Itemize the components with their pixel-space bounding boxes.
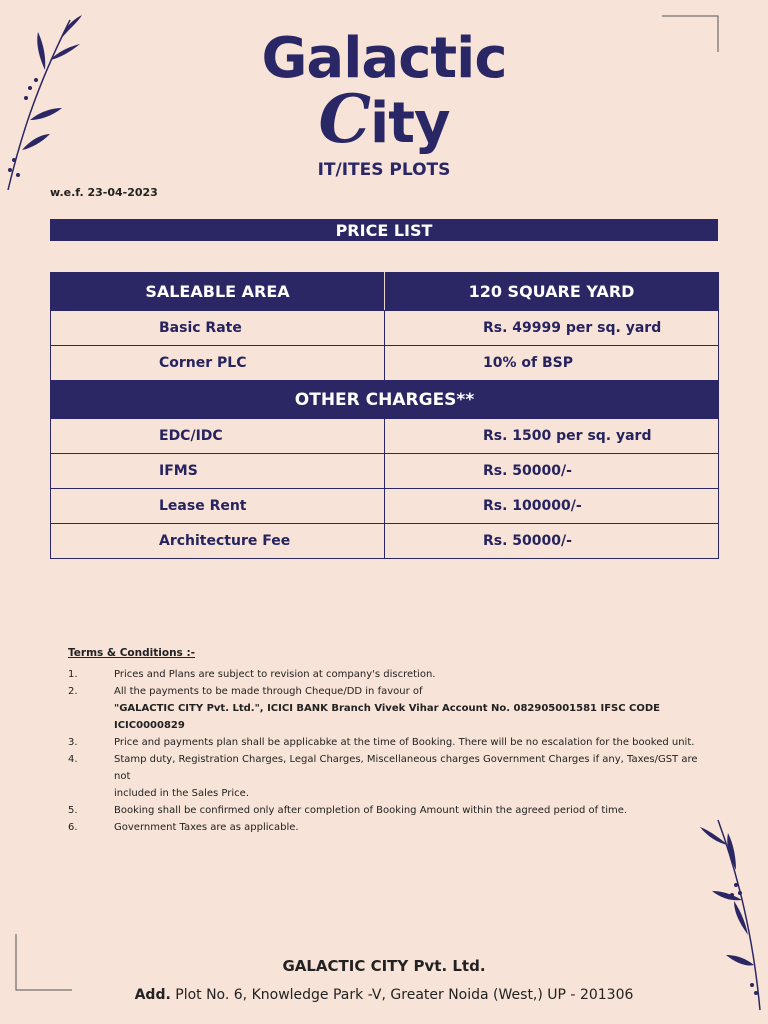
list-item [68,785,708,802]
other-charges-header-row [51,381,719,419]
row-label: Architecture Fee [51,524,385,559]
row-label: Lease Rent [51,489,385,524]
row-value: Rs. 49999 per sq. yard [385,311,719,346]
term-number: 4. [68,754,78,765]
term-number [68,785,114,802]
list-item [68,700,708,734]
table-row [51,311,719,346]
terms-heading: Terms & Conditions :- [68,647,196,659]
row-value: Rs. 100000/- [385,489,719,524]
plot-type-subtitle: IT/ITES PLOTS [317,160,451,180]
row-value: Rs. 1500 per sq. yard [385,419,719,454]
list-item [68,819,708,836]
term-text: Booking shall be confirmed only after completion of Booking Amount within the agreed period of time. [114,805,628,816]
company-logo-line1: Galactic [261,26,507,91]
list-item [68,751,708,785]
term-number: 2. [68,686,78,697]
list-item [68,666,708,683]
company-logo-initial: C [318,80,371,158]
address-label: Add. [134,987,171,1003]
company-logo-line2 [0,80,768,158]
table-row [51,346,719,381]
term-number: 3. [68,737,78,748]
company-logo-rest: ity [370,91,450,156]
list-item [68,683,708,700]
table-row [51,454,719,489]
price-table-header-row [51,273,719,311]
term-text: Prices and Plans are subject to revision at company's discretion. [114,669,436,680]
table-row [51,524,719,559]
term-number: 5. [68,805,78,816]
row-label: Corner PLC [51,346,385,381]
row-value: 10% of BSP [385,346,719,381]
term-text: All the payments to be made through Cheque/DD in favour of [114,686,423,697]
footer-address [0,987,768,1003]
row-label: EDC/IDC [51,419,385,454]
header-area-value: 120 SQUARE YARD [385,273,719,311]
address-text: Plot No. 6, Knowledge Park -V, Greater Noida (West,) UP - 201306 [175,987,634,1003]
row-label: IFMS [51,454,385,489]
terms-section [68,647,708,836]
term-text: Government Taxes are as applicable. [114,822,299,833]
table-row [51,489,719,524]
list-item [68,802,708,819]
term-text: included in the Sales Price. [114,788,250,799]
price-list-title: PRICE LIST [50,219,718,241]
term-text: Price and payments plan shall be applicabke at the time of Booking. There will be no escalation for the booked unit. [114,737,695,748]
price-table [50,272,719,559]
other-charges-title: OTHER CHARGES** [51,381,719,419]
row-value: Rs. 50000/- [385,454,719,489]
term-number: 6. [68,822,78,833]
row-label: Basic Rate [51,311,385,346]
footer-company-name: GALACTIC CITY Pvt. Ltd. [282,957,486,975]
leaf-branch-bottom-right-icon [698,815,768,1015]
term-number: 1. [68,669,78,680]
header-saleable-area: SALEABLE AREA [51,273,385,311]
list-item [68,734,708,751]
term-number [68,700,114,734]
term-text: Stamp duty, Registration Charges, Legal Charges, Miscellaneous charges Government Charges if any, Taxes/GST are not [114,754,698,782]
effective-date: w.e.f. 23-04-2023 [50,186,158,199]
term-text-bank-details: "GALACTIC CITY Pvt. Ltd.", ICICI BANK Branch Vivek Vihar Account No. 082905001581 IFSC CODE ICIC0000829 [114,703,661,731]
row-value: Rs. 50000/- [385,524,719,559]
table-row [51,419,719,454]
